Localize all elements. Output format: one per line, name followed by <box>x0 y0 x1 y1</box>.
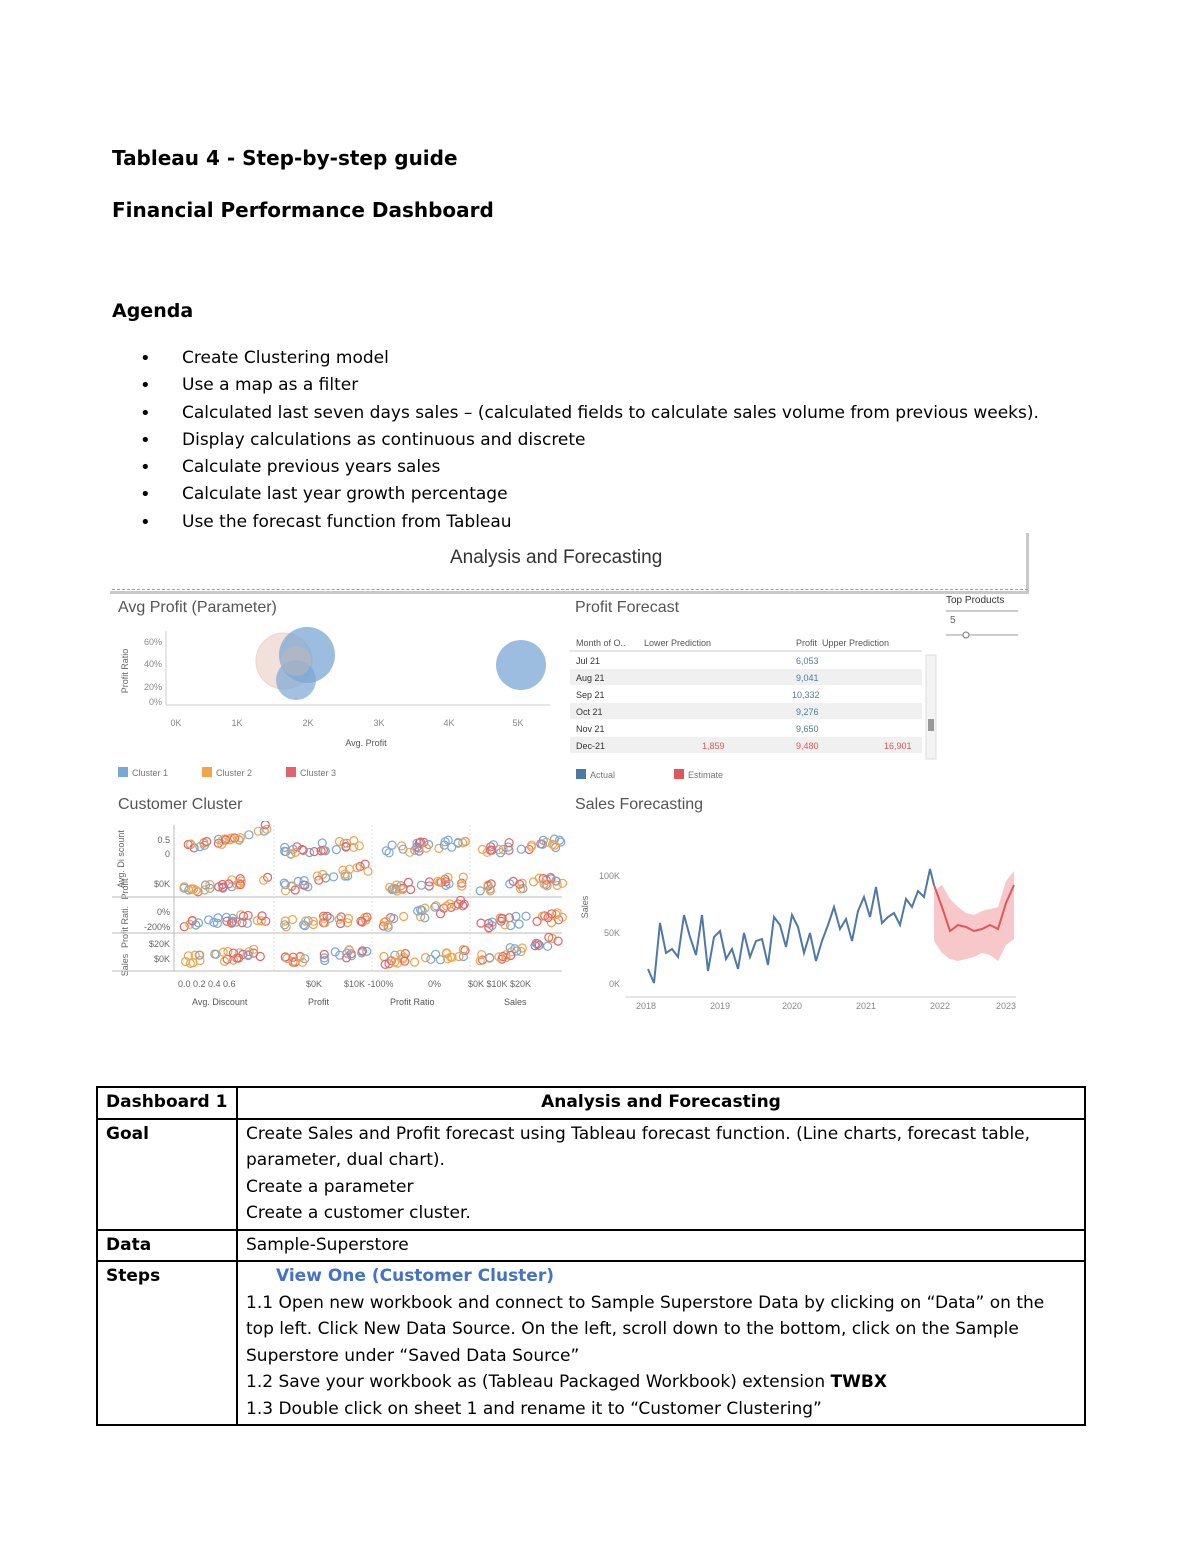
y-tick: 50K <box>603 928 620 938</box>
row-label-data: Data <box>97 1230 237 1262</box>
col-label: Profit <box>308 997 330 1007</box>
x-tick: 2022 <box>929 1001 951 1011</box>
scatter-point <box>411 958 419 966</box>
scatter-point <box>486 954 494 962</box>
legend-item: Cluster 1 <box>132 768 169 778</box>
scatter-point <box>407 886 415 894</box>
scatter-point <box>245 831 253 839</box>
scatter-point <box>515 920 523 928</box>
header-cell: Profit <box>796 638 818 648</box>
col-label: Profit Ratio <box>390 997 435 1007</box>
col-tick: $10K -100% <box>344 979 394 989</box>
avg-profit-xlabel: Avg. Profit <box>345 738 387 748</box>
customer-cluster-chart <box>110 821 568 1013</box>
scatter-point <box>477 919 485 927</box>
col-tick: 0.0 0.2 0.4 0.6 <box>178 979 236 989</box>
scatter-point <box>282 887 290 895</box>
table-scrollbar[interactable] <box>926 655 936 759</box>
sales-forecasting-chart <box>570 821 1030 1013</box>
sales-forecasting-title: Sales Forecasting <box>575 796 704 813</box>
profit-forecast-table <box>570 627 942 783</box>
col-label: Avg. Discount <box>192 997 248 1007</box>
header-cell: Month of O.. <box>576 638 626 648</box>
table-cell: 9,041 <box>796 673 819 683</box>
steps-cell <box>237 1261 1085 1425</box>
table-cell: 9,276 <box>796 707 819 717</box>
bubble <box>281 646 311 676</box>
table-cell: 9,650 <box>796 724 819 734</box>
list-item: • Display calculations as continuous and discrete <box>140 427 1039 454</box>
row-label-dashboard: Dashboard 1 <box>97 1087 237 1119</box>
goal-cell <box>237 1119 1085 1230</box>
legend-item: Cluster 3 <box>300 768 337 778</box>
top-products-label: Top Products <box>946 595 1005 606</box>
step-1-1: 1.1 Open new workbook and connect to Sample Superstore Data by clicking on “Data” on the top left. Click New Data Source. On the left, scroll down to the bottom, click on the Sample Superstore under “Saved Data Source” <box>246 1292 1045 1366</box>
row-tick: 0% <box>156 907 170 917</box>
scatter-point <box>432 950 440 958</box>
twbx-extension: TWBX <box>830 1372 887 1392</box>
table-cell: 6,053 <box>796 656 819 666</box>
table-row <box>97 1261 1085 1425</box>
dashboard-title: Analysis and Forecasting <box>450 547 663 568</box>
row-tick: -200% <box>143 922 170 932</box>
table-cell: Nov 21 <box>576 724 605 734</box>
scatter-point <box>406 848 414 856</box>
goal-line: Create Sales and Profit forecast using Tableau forecast function. (Line charts, forecast table, parameter, dual chart). <box>246 1123 1031 1170</box>
x-tick: 4K <box>443 718 455 728</box>
step-1-2-text: 1.2 Save your workbook as (Tableau Packaged Workbook) extension <box>246 1372 831 1392</box>
col-tick: $0K <box>306 979 323 989</box>
scatter-point <box>318 839 326 847</box>
avg-profit-chart <box>110 623 560 783</box>
x-tick: 2021 <box>855 1001 877 1011</box>
view-one-heading: View One (Customer Cluster) <box>276 1266 554 1286</box>
x-tick: 2023 <box>995 1001 1017 1011</box>
dashboard-title-box <box>110 533 1029 594</box>
table-cell: Jul 21 <box>576 656 601 666</box>
scatter-point <box>400 913 408 921</box>
scatter-point <box>385 849 393 857</box>
scatter-point <box>417 881 425 889</box>
agenda-heading: Agenda <box>112 300 194 322</box>
table-row <box>97 1087 1085 1119</box>
doc-title: Tableau 4 - Step-by-step guide <box>112 146 458 170</box>
goal-line: Create a customer cluster. <box>246 1203 471 1223</box>
scatter-point <box>380 953 388 961</box>
legend-item: Actual <box>590 770 616 780</box>
list-item: • Use a map as a filter <box>140 372 1039 399</box>
y-tick: 20% <box>143 682 162 692</box>
top-products-slider[interactable] <box>946 607 1022 641</box>
scatter-point <box>289 916 297 924</box>
scatter-point <box>544 942 552 950</box>
avg-profit-ylabel: Profit Ratio <box>120 648 130 694</box>
col-tick: $0K $10K $20K <box>468 979 532 989</box>
scatter-point <box>332 846 340 854</box>
scatter-point <box>364 867 372 875</box>
row-tick: $20K <box>148 939 170 949</box>
row-label: Profit Rati. <box>120 905 130 949</box>
dashboard-screenshot <box>110 533 1030 1013</box>
top-products-value: 5 <box>950 615 956 626</box>
x-tick: 1K <box>231 718 243 728</box>
row-label: Avg. Di scount <box>116 830 126 888</box>
scatter-point <box>263 825 271 833</box>
list-item: • Create Clustering model <box>140 345 1039 372</box>
x-tick: 0K <box>170 718 182 728</box>
profit-forecast-title: Profit Forecast <box>575 599 680 616</box>
table-cell: 9,480 <box>796 741 819 751</box>
sales-ylabel: Sales <box>580 895 590 919</box>
scatter-point <box>530 878 538 886</box>
y-tick: 40% <box>143 659 162 669</box>
table-cell: 16,901 <box>884 741 912 751</box>
bubble <box>496 640 546 690</box>
table-cell: 10,332 <box>792 690 820 700</box>
actual-line <box>648 869 934 983</box>
scatter-point <box>382 847 390 855</box>
x-tick: 2018 <box>635 1001 657 1011</box>
scatter-points <box>180 821 567 968</box>
scatter-point <box>219 948 227 956</box>
scatter-point <box>476 887 484 895</box>
x-tick: 2020 <box>781 1001 803 1011</box>
row-label: Profit <box>120 878 130 900</box>
row-label: Sales <box>120 953 130 977</box>
table-cell: Oct 21 <box>576 707 603 717</box>
y-tick: 60% <box>143 637 162 647</box>
header-cell: Lower Prediction <box>644 638 712 648</box>
table-row <box>97 1230 1085 1262</box>
header-cell: Upper Prediction <box>822 638 890 648</box>
row-tick: $0K <box>153 954 170 964</box>
x-tick: 2K <box>302 718 314 728</box>
table-cell: 1,859 <box>702 741 725 751</box>
col-label: Sales <box>504 997 527 1007</box>
dashboard-name-cell: Analysis and Forecasting <box>237 1087 1085 1119</box>
doc-subtitle: Financial Performance Dashboard <box>112 198 494 222</box>
scatter-point <box>422 954 430 962</box>
scatter-point <box>330 873 338 881</box>
x-tick: 3K <box>373 718 385 728</box>
scatter-point <box>517 845 525 853</box>
step-1-2 <box>246 1369 1076 1396</box>
table-cell: Dec-21 <box>576 741 606 751</box>
scatter-point <box>522 912 530 920</box>
dashboard-steps-table <box>96 1086 1086 1426</box>
row-tick: 0.5 <box>157 835 170 845</box>
y-tick: 0% <box>148 697 162 707</box>
scatter-point <box>427 955 435 963</box>
row-tick: $0K <box>153 879 170 889</box>
row-label-goal: Goal <box>97 1119 237 1230</box>
row-label-steps: Steps <box>97 1261 237 1425</box>
scatter-point <box>533 917 541 925</box>
data-cell: Sample-Superstore <box>237 1230 1085 1262</box>
avg-profit-title: Avg Profit (Parameter) <box>118 599 277 616</box>
step-1-3: 1.3 Double click on sheet 1 and rename it to “Customer Clustering” <box>246 1398 822 1419</box>
scatter-point <box>448 843 456 851</box>
customer-cluster-title: Customer Cluster <box>118 796 243 813</box>
goal-line: Create a parameter <box>246 1176 414 1197</box>
agenda-list <box>140 345 1039 536</box>
list-item: • Calculate last year growth percentage <box>140 481 1039 508</box>
table-row <box>97 1119 1085 1230</box>
x-tick: 2019 <box>709 1001 731 1011</box>
table-cell: Aug 21 <box>576 673 605 683</box>
col-tick: 0% <box>428 979 442 989</box>
list-item: • Calculate previous years sales <box>140 454 1039 481</box>
list-item: • Use the forecast function from Tableau <box>140 509 1039 536</box>
y-tick: 0K <box>608 979 620 989</box>
table-cell: Sep 21 <box>576 690 605 700</box>
x-tick: 5K <box>512 718 524 728</box>
dashboard-divider <box>112 589 1028 590</box>
list-item: • Calculated last seven days sales – (calculated fields to calculate sales volume from previous weeks). <box>140 400 1039 427</box>
legend-item: Cluster 2 <box>216 768 253 778</box>
y-tick: 100K <box>598 871 620 881</box>
legend-item: Estimate <box>688 770 724 780</box>
row-tick: 0 <box>164 849 170 859</box>
